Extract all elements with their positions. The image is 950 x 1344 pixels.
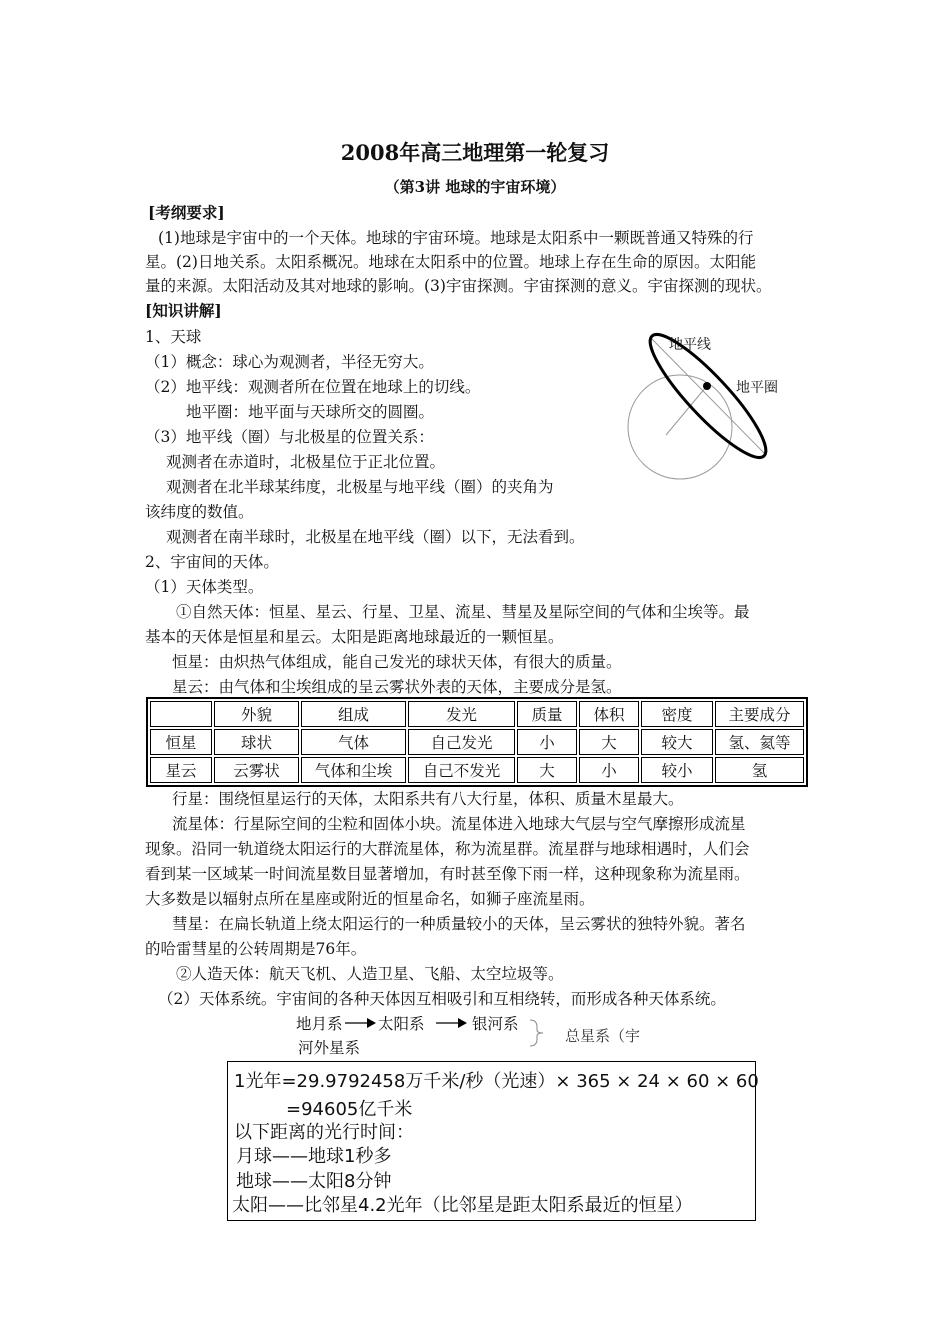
heading-tianti: 2、宇宙间的天体。 (145, 553, 279, 571)
observer-dot (703, 382, 711, 390)
earth-moon-system: 地月系 (296, 1015, 343, 1033)
label-horizon-line: 地平线 (669, 337, 711, 353)
universe-system-partial: 总星系（宇 (565, 1027, 641, 1045)
table-cell: 恒星 (150, 729, 212, 755)
body-line: 基本的天体是恒星和星云。太阳是距离地球最近的一颗恒星。 (145, 628, 564, 646)
body-line: 观测者在南半球时，北极星在地平线（圈）以下，无法看到。 (166, 528, 585, 546)
body-line: （3）地平线（圈）与北极星的位置关系： (145, 428, 434, 446)
label-horizon-circle: 地平圈 (736, 380, 778, 396)
table-cell: 气体和尘埃 (301, 757, 406, 783)
body-line: 恒星：由炽热气体组成，能自己发光的球状天体，有很大的质量。 (172, 653, 622, 671)
arrow-icon (345, 1016, 377, 1030)
arrow-icon (436, 1016, 468, 1030)
section-kaogang: [考纲要求] (148, 203, 225, 222)
kaogang-line: 量的来源。太阳活动及其对地球的影响。(3)宇宙探测。宇宙探测的意义。宇宙探测的现状。 (145, 277, 772, 295)
table-cell: 发光 (408, 701, 515, 727)
body-line: ①自然天体：恒星、星云、行星、卫星、流星、彗星及星际空间的气体和尘埃等。最 (176, 603, 750, 621)
table-cell: 云雾状 (214, 757, 299, 783)
table-cell: 外貌 (214, 701, 299, 727)
galaxy-system: 银河系 (472, 1015, 519, 1033)
body-line: ②人造天体：航天飞机、人造卫星、飞船、太空垃圾等。 (176, 965, 564, 983)
page-subtitle: （第3讲 地球的宇宙环境） (384, 178, 566, 196)
table-cell: 氢 (715, 757, 804, 783)
star-nebula-table (146, 697, 808, 787)
page-title: 2008年高三地理第一轮复习 (340, 140, 610, 165)
body-line: 星云：由气体和尘埃组成的呈云雾状外表的天体，主要成分是氢。 (172, 678, 622, 696)
body-line: 该纬度的数值。 (145, 503, 254, 521)
box-line: 以下距离的光行时间： (234, 1122, 414, 1143)
table-cell: 自己不发光 (408, 757, 515, 783)
table-cell: 小 (579, 757, 639, 783)
brace-icon (528, 1018, 546, 1048)
table-cell: 星云 (150, 757, 212, 783)
table-row (150, 757, 804, 783)
body-line: 大多数是以辐射点所在星座或附近的恒星命名，如狮子座流星雨。 (145, 890, 595, 908)
table-cell: 氢、氦等 (715, 729, 804, 755)
table-cell: 气体 (301, 729, 406, 755)
box-line: 月球——地球1秒多 (236, 1146, 392, 1167)
table-cell (150, 701, 212, 727)
table-cell: 体积 (579, 701, 639, 727)
box-line: 地球——太阳8分钟 (236, 1171, 392, 1192)
table-cell: 密度 (641, 701, 713, 727)
body-line: （2）天体系统。宇宙间的各种天体因互相吸引和互相绕转，而形成各种天体系统。 (158, 990, 726, 1008)
body-line: （1）概念：球心为观测者，半径无穷大。 (145, 353, 434, 371)
table-cell: 小 (517, 729, 577, 755)
table-cell: 大 (517, 757, 577, 783)
box-line: =94605亿千米 (286, 1099, 413, 1120)
body-line: 现象。沿同一轨道绕太阳运行的大群流星体，称为流星群。流星群与地球相遇时，人们会 (145, 840, 750, 858)
table-cell: 自己发光 (408, 729, 515, 755)
body-line: 观测者在北半球某纬度，北极星与地平线（圈）的夹角为 (166, 478, 554, 496)
table-row (150, 729, 804, 755)
body-line: 行星：围绕恒星运行的天体，太阳系共有八大行星，体积、质量木星最大。 (172, 790, 684, 808)
box-line: 1光年=29.9792458万千米/秒（光速）× 365 × 24 × 60 × 60 (234, 1071, 759, 1092)
section-zhishi: [知识讲解] (145, 301, 222, 320)
kaogang-line: 星。(2)日地关系。太阳系概况。地球在太阳系中的位置。地球上存在生命的原因。太阳能 (145, 253, 756, 271)
table-cell: 主要成分 (715, 701, 804, 727)
table-cell: 较大 (641, 729, 713, 755)
body-line: 地平圈：地平面与天球所交的圆圈。 (186, 403, 435, 421)
table-cell: 球状 (214, 729, 299, 755)
table-cell: 较小 (641, 757, 713, 783)
table-header-row (150, 701, 804, 727)
celestial-sphere-circle (628, 375, 732, 479)
body-line: （1）天体类型。 (145, 578, 264, 596)
extragalactic-system: 河外星系 (298, 1039, 361, 1057)
table-cell: 组成 (301, 701, 406, 727)
kaogang-line: (1)地球是宇宙中的一个天体。地球的宇宙环境。地球是太阳系中一颗既普通又特殊的行 (158, 229, 754, 247)
box-line: 太阳——比邻星4.2光年（比邻星是距太阳系最近的恒星） (232, 1195, 693, 1216)
body-line: 彗星：在扁长轨道上绕太阳运行的一种质量较小的天体，呈云雾状的独特外貌。著名 (172, 915, 746, 933)
body-line: 看到某一区域某一时间流星数目显著增加，有时甚至像下雨一样，这种现象称为流星雨。 (145, 865, 750, 883)
solar-system: 太阳系 (378, 1015, 425, 1033)
heading-tianqiu: 1、天球 (145, 328, 202, 346)
sphere-radius-line (666, 387, 706, 435)
light-year-box (227, 1061, 759, 1221)
table-cell: 大 (579, 729, 639, 755)
body-line: （2）地平线：观测者所在位置在地球上的切线。 (145, 378, 481, 396)
body-line: 流星体：行星际空间的尘粒和固体小块。流星体进入地球大气层与空气摩擦形成流星 (172, 815, 746, 833)
table-cell: 质量 (517, 701, 577, 727)
body-line: 观测者在赤道时，北极星位于正北位置。 (166, 453, 446, 471)
body-line: 的哈雷彗星的公转周期是76年。 (145, 940, 367, 958)
